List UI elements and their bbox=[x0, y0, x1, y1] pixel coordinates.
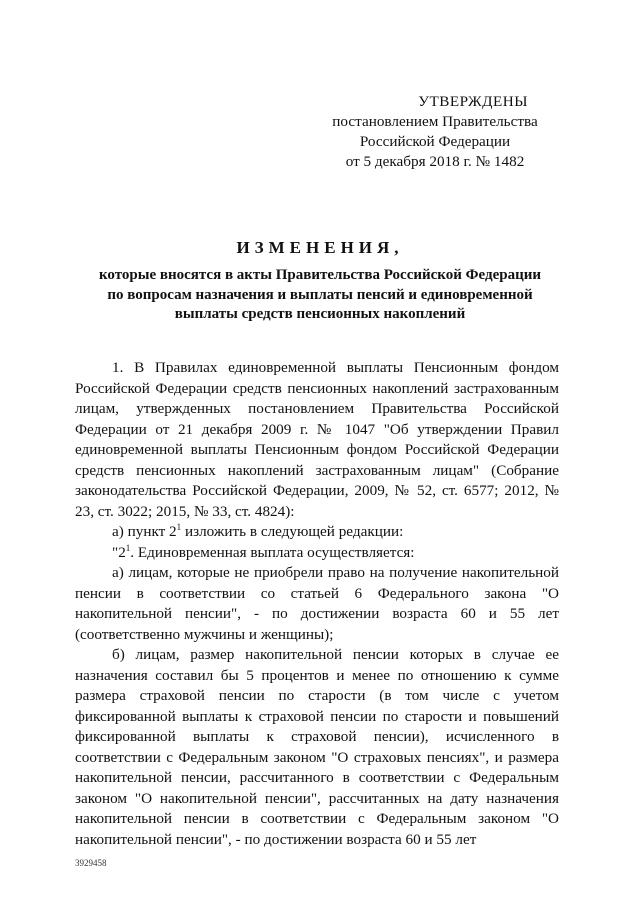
paragraph-text: "2 bbox=[112, 543, 126, 561]
subtitle-line: которые вносятся в акты Правительства Российской Федерации bbox=[98, 267, 542, 283]
paragraph-subitem-b: б) лицам, размер накопительной пенсии которых в случае ее назначения составил бы 5 процентов и менее по отношению к сумме размера страховой пенсии по старости (в том числе с учетом фиксированной выплаты к страховой пенсии по старости и повышений фиксированной выплаты к страховой пенсии), исчисленного в соответствии с Федеральным законом "О страховых пенсиях", и размера накопительной пенсии, рассчитанного в соответствии с Федеральным законом "О накопительной пенсии", рассчитанных на дату назначения накопительной пенсии в соответствии с Федеральным законом "О накопительной пенсии", - по достижении возраста 60 и 55 лет bbox=[75, 646, 559, 848]
approval-date-line: от 5 декабря 2018 г. № 1482 bbox=[345, 153, 525, 170]
paragraph-clause-2-1 bbox=[75, 543, 559, 564]
subtitle-line: по вопросам назначения и выплаты пенсий и единовременной bbox=[107, 286, 533, 303]
approval-line: Российской Федерации bbox=[359, 133, 511, 150]
paragraph-text: а) пункт 2 bbox=[112, 523, 177, 540]
paragraph-item-a bbox=[75, 522, 559, 543]
paragraph-text: . Единовременная выплата осуществляется: bbox=[130, 543, 415, 561]
approval-block bbox=[330, 92, 540, 172]
subtitle-line: выплаты средств пенсионных накоплений bbox=[174, 306, 466, 322]
superscript: 1 bbox=[176, 521, 182, 532]
approval-line: постановлением Правительства bbox=[332, 113, 538, 130]
document-title: ИЗМЕНЕНИЯ, bbox=[236, 238, 404, 257]
document-code: 3929458 bbox=[75, 858, 107, 868]
paragraph-item-1: 1. В Правилах единовременной выплаты Пенсионным фондом Российской Федерации средств пенсионных накоплений застрахованным лицам, утвержденных постановлением Правительства Российской Федерации от 21 декабря 2009 г. № 1047 "Об утверждении Правил единовременной выплаты Пенсионным фондом Российской Федерации средств пенсионных накоплений застрахованным лицам" (Собрание законодательства Российской Федерации, 2009, № 52, ст. 6577; 2012, № 23, ст. 3022; 2015, № 33, ст. 4824): bbox=[75, 359, 559, 520]
document-body bbox=[75, 358, 559, 850]
superscript: 1 bbox=[125, 542, 131, 553]
approval-heading: УТВЕРЖДЕНЫ bbox=[418, 93, 528, 110]
document-subtitle bbox=[60, 266, 580, 325]
paragraph-text: изложить в следующей редакции: bbox=[181, 523, 404, 540]
paragraph-subitem-a: а) лицам, которые не приобрели право на получение накопительной пенсии в соответствии со статьей 6 Федерального закона "О накопительной пенсии", - по достижении возраста 60 и 55 лет (соответственно мужчины и женщины); bbox=[75, 564, 559, 643]
